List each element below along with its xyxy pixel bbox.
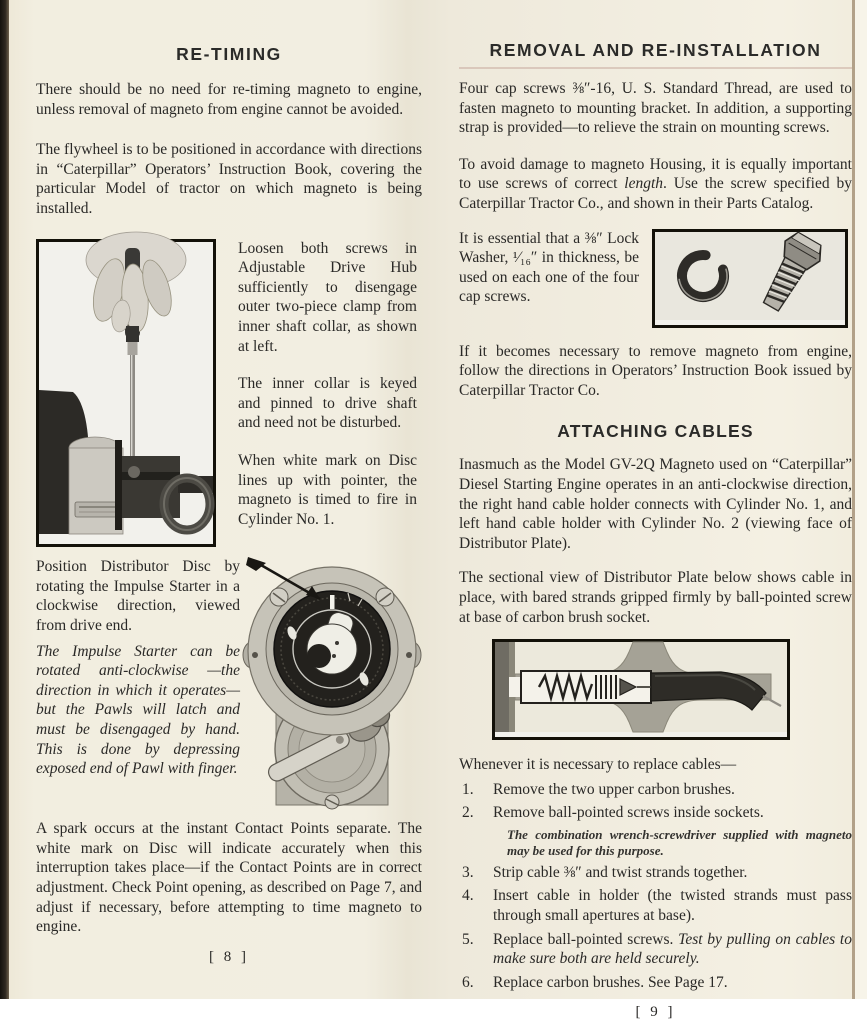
cable-holder-paragraph: Inasmuch as the Model GV-2Q Magneto used on “Caterpillar” Diesel Starting Engine operates in an anti-clockwise direction, the right hand cable holder connects with Cylinder No. 1, and left hand cable holder with Cylinder No. 2 (viewing face of Distributor Plate).: [459, 456, 852, 552]
right-page-title: REMOVAL AND RE-INSTALLATION: [489, 40, 822, 60]
washer-screw-photo: [655, 232, 845, 320]
washer-screw-photo-frame: [652, 229, 848, 328]
screw-length-text-c: . Use the screw specified by Caterpillar Tractor Co., and shown in their Parts Catalog.: [459, 175, 852, 212]
right-page-number: [ 9 ]: [635, 1004, 676, 1021]
list-item-text: Remove the two upper carbon brushes.: [493, 780, 735, 798]
retiming-paragraph-2: The flywheel is to be positioned in accordance with directions in “Caterpillar” Operators’ Instruction Book, covering the particular Model of tractor on which magneto is being installed.: [36, 141, 422, 217]
sectional-view-paragraph: The sectional view of Distributor Plate below shows cable in place, with bared strands gripped firmly by ball-pointed screw at base of carbon brush socket.: [459, 569, 852, 626]
list-item-text: Replace carbon brushes. See Page 17.: [493, 973, 728, 991]
distributor-housing: [243, 567, 421, 735]
screwdriver-photo-frame: [36, 239, 216, 548]
white-mark-paragraph: When white mark on Disc lines up with pointer, the magneto is timed to fire in Cylinder No. 1.: [238, 451, 417, 528]
position-disc-paragraph: Position Distributor Disc by rotating the Impulse Starter in a clockwise direction, viewed from drive end.: [36, 558, 240, 635]
timing-mark: [330, 595, 335, 609]
impulse-starter-column: [36, 557, 240, 811]
list-item-number: 4.: [462, 887, 474, 905]
left-page-title: RE-TIMING: [176, 44, 282, 64]
list-item-note: The combination wrench-screwdriver supplied with magneto may be used for this purpose.: [507, 826, 852, 858]
list-item: [459, 863, 852, 883]
spark-paragraph: A spark occurs at the instant Contact Points separate. The white mark on Disc will indicate accurately when this interruption takes place—if the Contact Points are in correct adjustment. Check Point opening, as described on Page 7, and adjust if necessary, before attempting to time magneto to engine.: [36, 820, 422, 936]
list-item-number: 1.: [462, 780, 474, 798]
screwdriver-figure-row: [36, 239, 422, 548]
impulse-starter-note: The Impulse Starter can be rotated anti-clockwise —the direction in which it operates—but the Pawls will latch and must be disengaged by hand. This is done by depressing exposed end of Pawl with finger.: [36, 642, 240, 778]
list-item-text: Strip cable ⅜″ and twist strands together.: [493, 863, 748, 881]
list-item-text-italic: Test by pulling on cables to make sure both are held securely.: [493, 930, 852, 968]
scan-artifact-rule: [459, 67, 852, 69]
lock-washer-paragraph: It is essential that a ⅜″ Lock Washer, ¹⁄₁₆″ in thickness, be used on each one of the four cap screws.: [459, 229, 639, 306]
right-page: [459, 40, 852, 1021]
left-page-number: [ 8 ]: [209, 948, 249, 965]
loosen-screws-paragraph: Loosen both screws in Adjustable Drive Hub sufficiently to disengage outer two-piece clamp from inner shaft collar, as shown at left.: [238, 239, 417, 355]
left-page: [36, 36, 422, 966]
distributor-disc-row: [36, 557, 422, 811]
inner-collar-paragraph: The inner collar is keyed and pinned to drive shaft and need not be disturbed.: [238, 375, 417, 432]
hub-instructions-column: [238, 239, 417, 548]
list-item: [459, 886, 852, 925]
list-item-text: [493, 930, 852, 969]
book-left-edge: [0, 0, 9, 999]
lock-washer-row: [459, 229, 852, 328]
list-item-number: 6.: [462, 973, 474, 991]
replace-cables-list: [459, 780, 852, 993]
list-item-number: 5.: [462, 930, 474, 948]
list-item: [459, 930, 852, 969]
list-item-text: Insert cable in holder (the twisted strands must pass through small apertures at base).: [493, 887, 852, 925]
book-right-edge: [852, 0, 867, 999]
list-item: [459, 803, 852, 823]
list-item-text-plain: Replace ball-pointed screws.: [493, 930, 679, 948]
screwdriver-photo: [39, 242, 213, 534]
distributor-disc-illustration: [244, 557, 420, 811]
list-item-number: 3.: [462, 863, 474, 881]
screw-length-italic: length: [624, 175, 664, 193]
list-item-number: 2.: [462, 804, 474, 822]
list-item: [459, 973, 852, 993]
sectional-view-figure: [495, 642, 787, 732]
remove-magneto-paragraph: If it becomes necessary to remove magneto from engine, follow the directions in Operators’ Instruction Book issued by Caterpillar Tractor Co.: [459, 342, 852, 399]
attaching-cables-title: ATTACHING CABLES: [557, 421, 754, 442]
list-item: [459, 780, 852, 800]
screw-length-text-a: To avoid damage to magneto Housing, it is equally important to use screws of correct: [459, 155, 852, 193]
cap-screws-paragraph: Four cap screws ⅜″-16, U. S. Standard Thread, are used to fasten magneto to mounting bracket. In addition, a supporting strap is provided—to relieve the strain on mounting screws.: [459, 80, 852, 137]
replace-cables-intro: Whenever it is necessary to replace cables—: [459, 756, 737, 774]
list-item-text: Remove ball-pointed screws inside sockets.: [493, 804, 764, 822]
screw-length-paragraph: [459, 155, 852, 214]
sectional-view-figure-frame: [492, 639, 790, 740]
retiming-paragraph-1: There should be no need for re-timing magneto to engine, unless removal of magneto from engine cannot be avoided.: [36, 81, 422, 118]
